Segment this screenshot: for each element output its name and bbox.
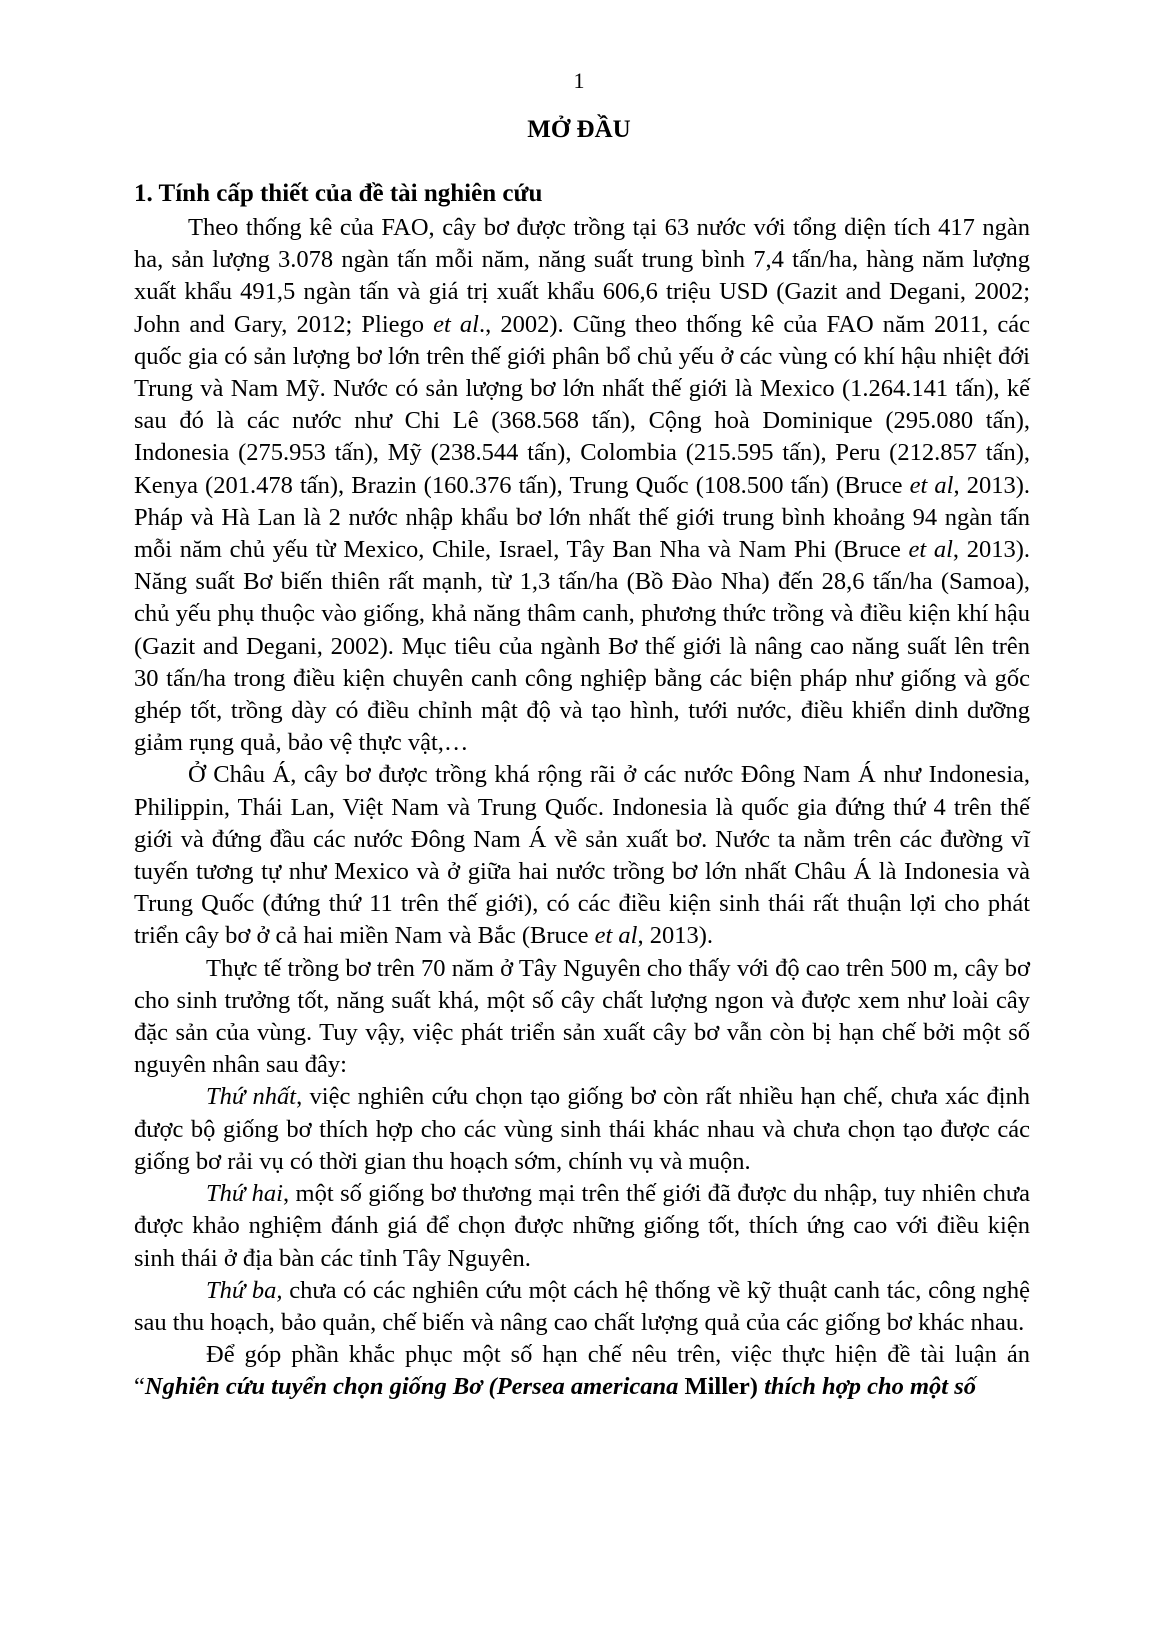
page-title: MỞ ĐẦU — [527, 116, 631, 143]
paragraph-second-reason: Thứ hai, một số giống bơ thương mại trên thế giới đã được du nhập, tuy nhiên chưa được khảo nghiệm đánh giá để chọn được những giống tốt, thích ứng cao với điều kiện sinh thái ở địa bàn các tỉnh Tây Nguyên. — [134, 1180, 1031, 1272]
paragraph-third-reason: Thứ ba, chưa có các nghiên cứu một cách hệ thống về kỹ thuật canh tác, công nghệ sau thu hoạch, bảo quản, chế biến và nâng cao chất lượng quả của các giống bơ khác nhau. — [134, 1276, 1030, 1336]
section-heading: 1. Tính cấp thiết của đề tài nghiên cứu — [134, 180, 543, 207]
paragraph-tay-nguyen: Thực tế trồng bơ trên 70 năm ở Tây Nguyên cho thấy với độ cao trên 500 m, cây bơ cho sinh trưởng tốt, năng suất khá, một số cây chất lượng ngon và được xem như loài cây đặc sản của vùng. Tuy vậy, việc phát triển sản xuất cây bơ vẫn còn bị hạn chế bởi một số nguyên nhân sau đây: — [134, 954, 1030, 1079]
page-number: 1 — [573, 68, 585, 93]
paragraph-fao-statistics: Theo thống kê của FAO, cây bơ được trồng tại 63 nước với tổng diện tích 417 ngàn ha, sản lượng 3.078 ngàn tấn mỗi năm, năng suất trung bình 7,4 tấn/ha, hàng năm lượng xuất khẩu 491,5 ngàn tấn và giá trị xuất khẩu 606,6 triệu USD (Gazit and Degani, 2002; John and Gary, 2012; Pliego et al., 2002). Cũng theo thống kê của FAO năm 2011, các quốc gia có sản lượng bơ lớn trên thế giới phân bổ chủ yếu ở các vùng có khí hậu nhiệt đới Trung và Nam Mỹ. Nước có sản lượng bơ lớn nhất thế giới là Mexico (1.264.141 tấn), kế sau đó là các nước như Chi Lê (368.568 tấn), Cộng hoà Dominique (295.080 tấn), Indonesia (275.953 tấn), Mỹ (238.544 tấn), Colombia (215.595 tấn), Peru (212.857 tấn), Kenya (201.478 tấn), Brazin (160.376 tấn), Trung Quốc (108.500 tấn) (Bruce et al, 2013). Pháp và Hà Lan là 2 nước nhập khẩu bơ lớn nhất thế giới trung bình khoảng 94 ngàn tấn mỗi năm chủ yếu từ Mexico, Chile, Israel, Tây Ban Nha và Nam Phi (Bruce et al, 2013). Năng suất Bơ biến thiên rất mạnh, từ 1,3 tấn/ha (Bồ Đào Nha) đến 28,6 tấn/ha (Samoa), chủ yếu phụ thuộc vào giống, khả năng thâm canh, phương thức trồng và điều kiện khí hậu (Gazit and Degani, 2002). Mục tiêu của ngành Bơ thế giới là nâng cao năng suất lên trên 30 tấn/ha trong điều kiện chuyên canh công nghiệp bằng các biện pháp như giống và gốc ghép tốt, trồng dày có điều chỉnh mật độ và tạo hình, tưới nước, điều khiển dinh dưỡng giảm rụng quả, bảo vệ thực vật,… — [134, 214, 1030, 757]
paragraph-first-reason: Thứ nhất, việc nghiên cứu chọn tạo giống bơ còn rất nhiều hạn chế, chưa xác định được bộ giống bơ thích hợp cho các vùng sinh thái khác nhau và chưa chọn tạo được các giống bơ rải vụ có thời gian thu hoạch sớm, chính vụ và muộn. — [134, 1083, 1031, 1175]
paragraph-asia: Ở Châu Á, cây bơ được trồng khá rộng rãi ở các nước Đông Nam Á như Indonesia, Philippin, Thái Lan, Việt Nam và Trung Quốc. Indonesia là quốc gia đứng thứ 4 trên thế giới và đứng đầu các nước Đông Nam Á về sản xuất bơ. Nước ta nằm trên các đường vĩ tuyến tương tự như Mexico và ở giữa hai nước trồng bơ lớn nhất Châu Á là Indonesia và Trung Quốc (đứng thứ 11 trên thế giới), có các điều kiện sinh thái rất thuận lợi cho phát triển cây bơ ở cả hai miền Nam và Bắc (Bruce et al, 2013). — [134, 761, 1030, 950]
paragraph-thesis-topic: Để góp phần khắc phục một số hạn chế nêu trên, việc thực hiện đề tài luận án “Nghiên cứu tuyển chọn giống Bơ (Persea americana Miller) thích hợp cho một số — [134, 1341, 1030, 1401]
body-text — [134, 212, 1030, 1404]
